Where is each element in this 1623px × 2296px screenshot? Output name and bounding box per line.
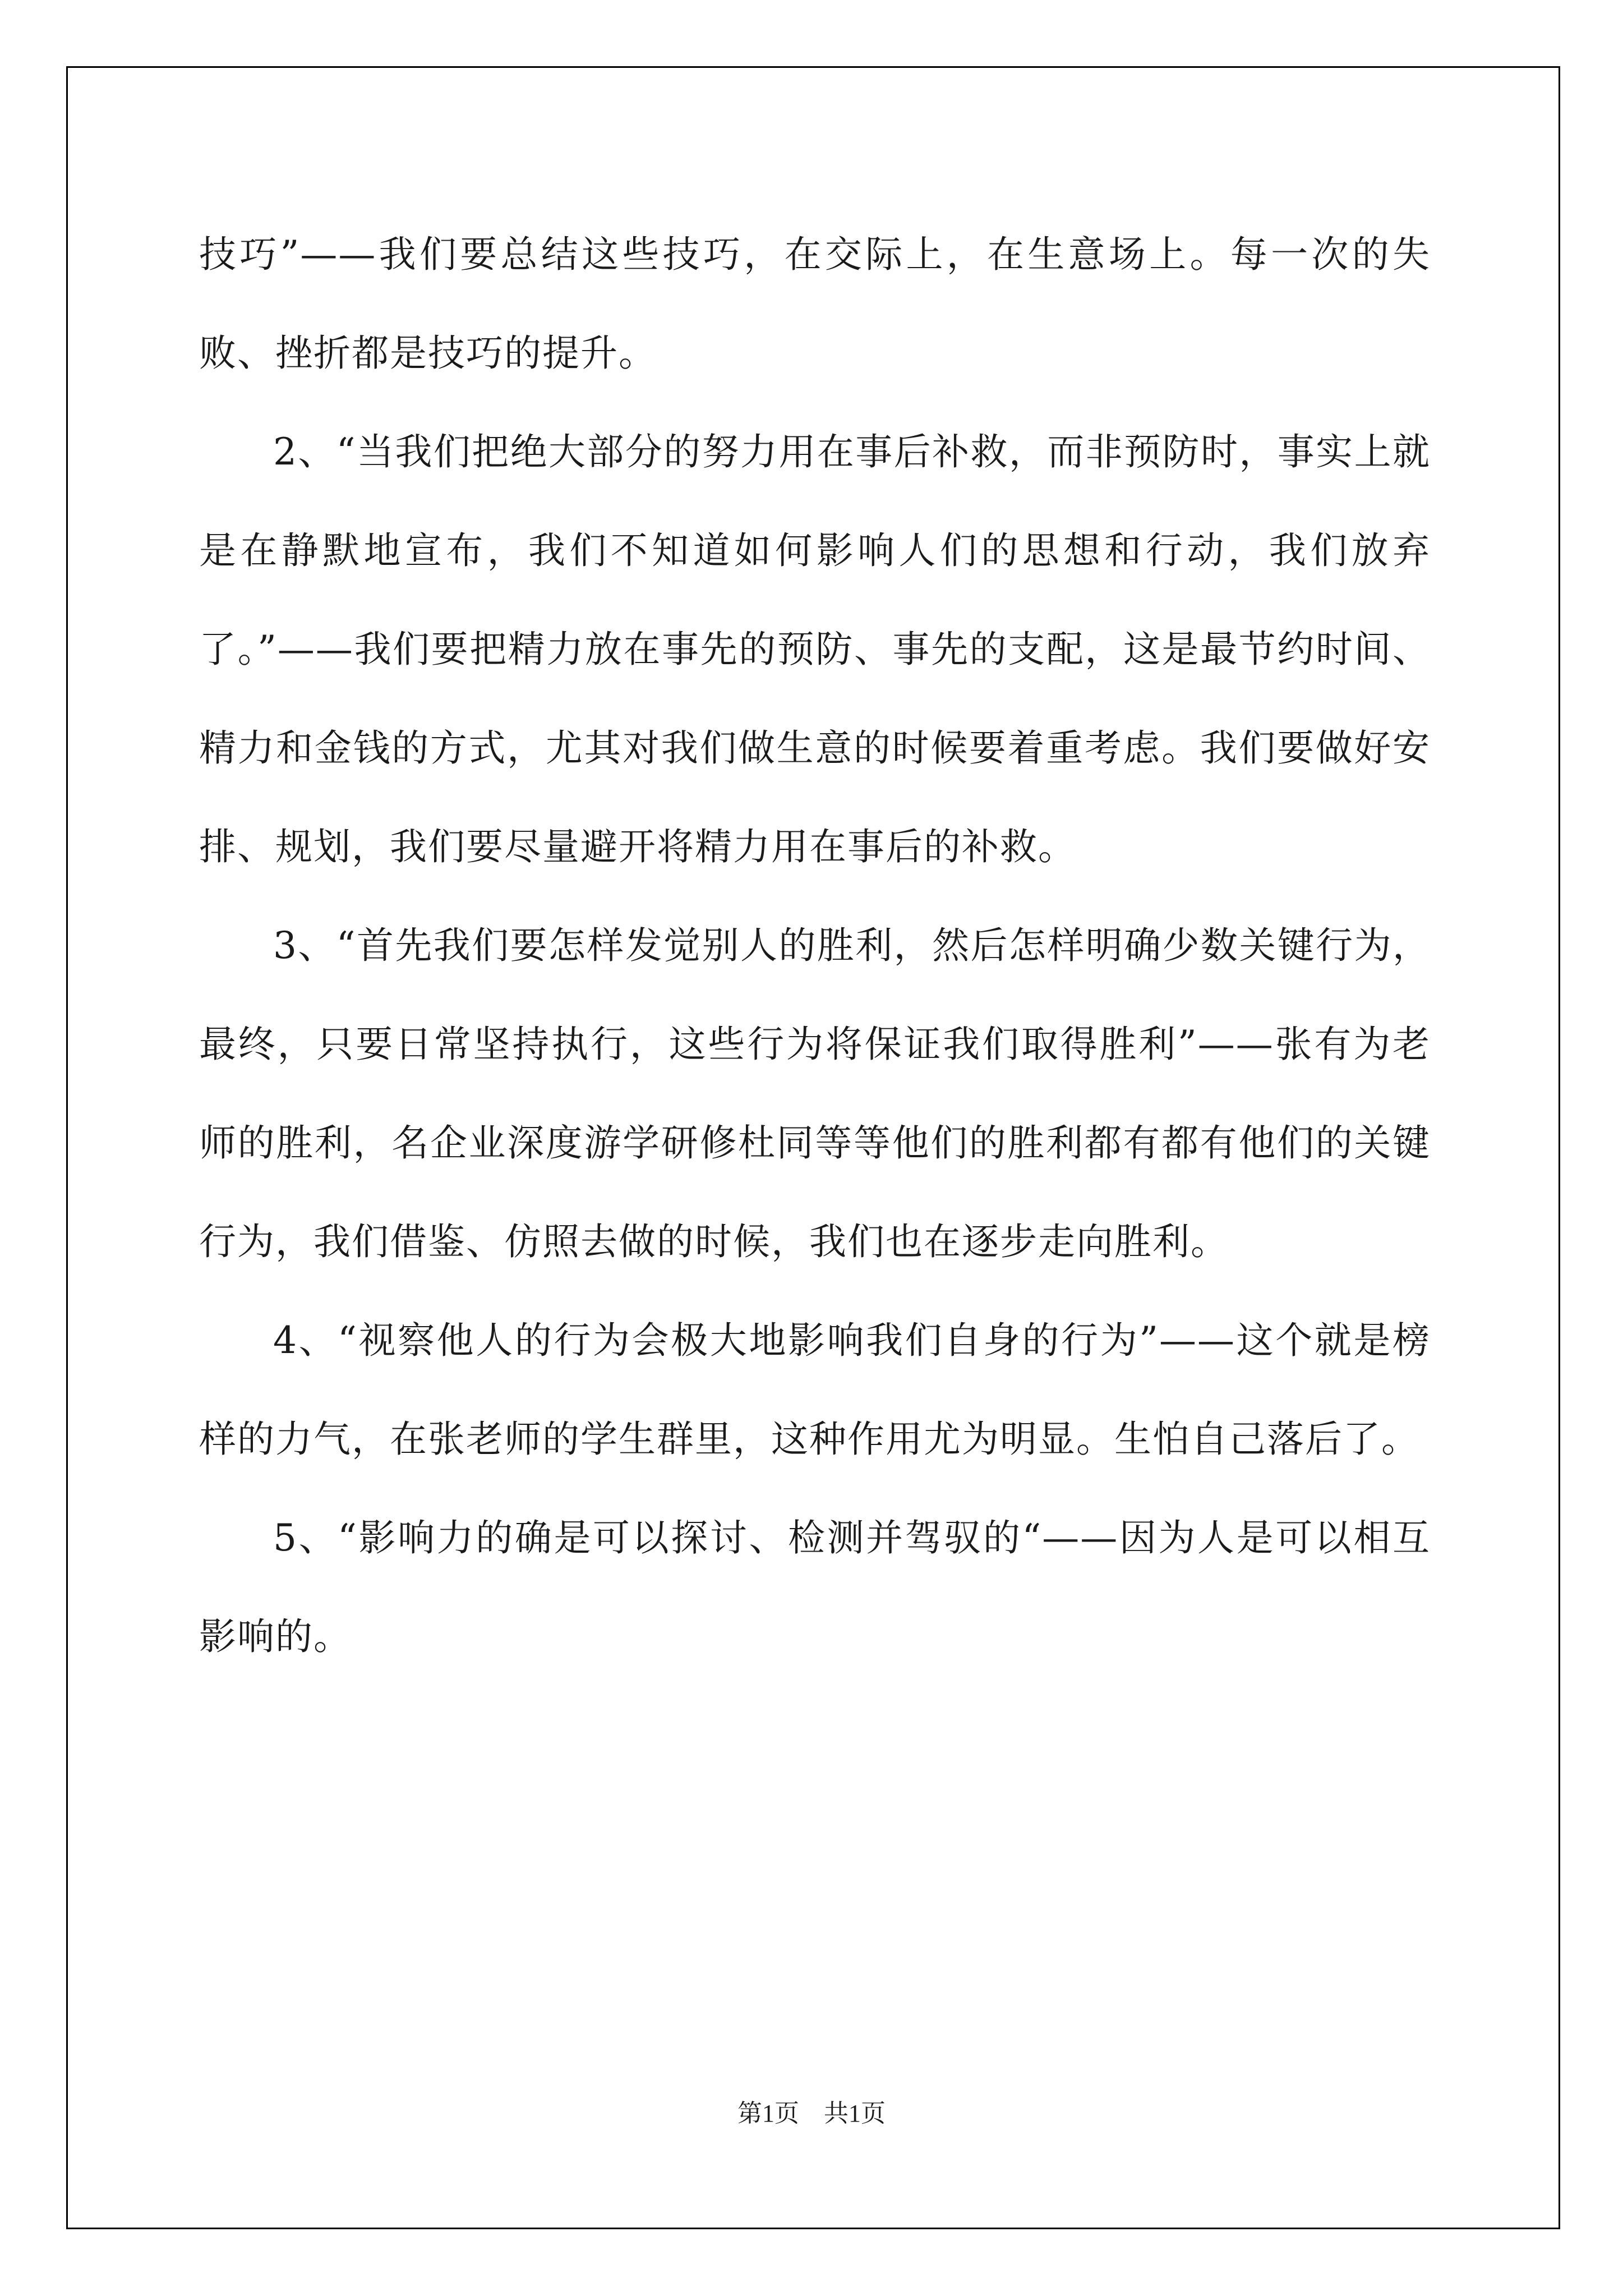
paragraph-5: 5、“影响力的确是可以探讨、检测并驾驭的“——因为人是可以相互影响的。 (199, 1516, 1431, 1658)
paragraph-3: 3、“首先我们要怎样发觉别人的胜利，然后怎样明确少数关键行为，最终，只要日常坚持执行，这些行为将保证我们取得胜利”——张有为老师的胜利，名企业深度游学研修杜同等等他们的胜利都有都有他们的关键行为，我们借鉴、仿照去做的时候，我们也在逐步走向胜利。 (199, 924, 1431, 1263)
paragraph-2: 2、“当我们把绝大部分的努力用在事后补救，而非预防时，事实上就是在静默地宣布，我们不知道如何影响人们的思想和行动，我们放弃了。”——我们要把精力放在事先的预防、事先的支配，这是最节约时间、精力和金钱的方式，尤其对我们做生意的时候要着重考虑。我们要做好安排、规划，我们要尽量避开将精力用在事后的补救。 (199, 430, 1431, 868)
paragraph-4: 4、“视察他人的行为会极大地影响我们自身的行为”——这个就是榜样的力气，在张老师的学生群里，这种作用尤为明显。生怕自己落后了。 (199, 1319, 1431, 1461)
paragraph-1: 技巧”——我们要总结这些技巧，在交际上，在生意场上。每一次的失败、挫折都是技巧的提升。 (199, 233, 1431, 375)
document-body (199, 205, 1431, 1686)
page-footer: 第1页 共1页 (737, 2100, 886, 2127)
